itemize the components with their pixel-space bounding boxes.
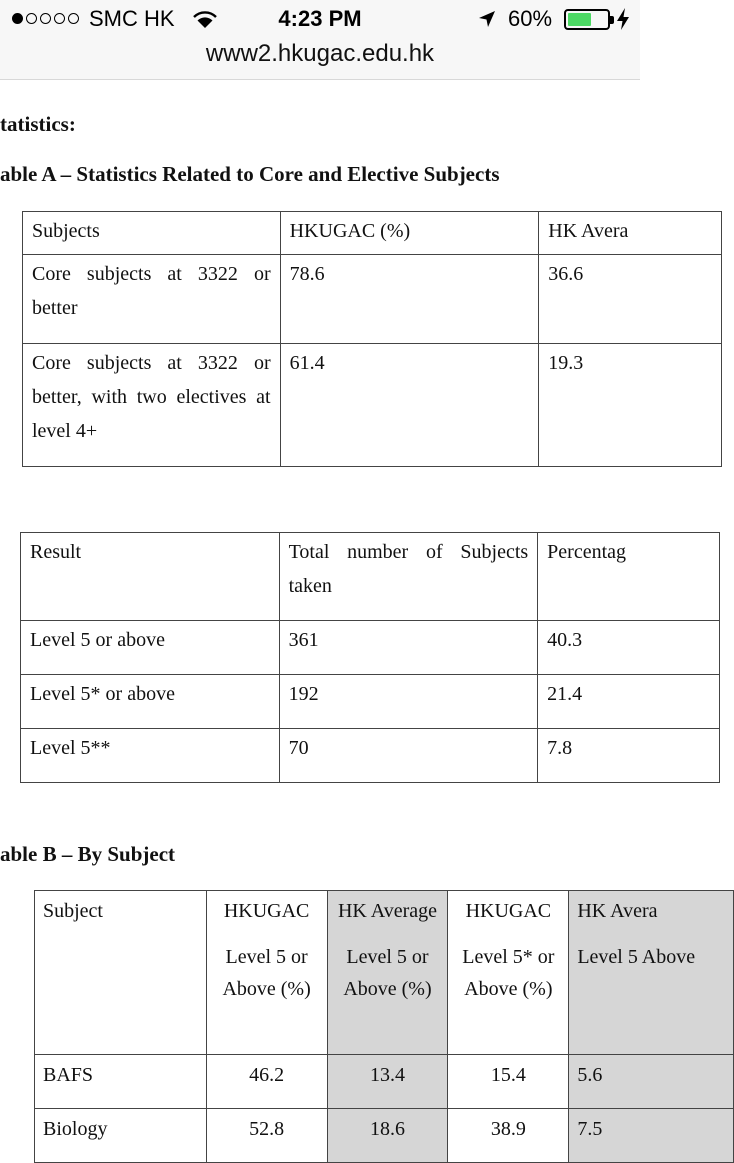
clock-time: 4:23 PM [278,6,362,31]
table-header-row [35,891,734,1055]
core-subjects-table [22,211,722,467]
table-row [21,621,720,675]
carrier-name: SMC HK [89,6,175,31]
table-cell: Level 5 or above [21,621,280,675]
table-cell: Core subjects at 3322 or better [23,255,281,344]
table-cell: 36.6 [539,255,722,344]
header-title: HKUGAC [223,900,310,922]
wifi-icon [193,8,217,30]
table-row [23,255,722,344]
table-cell: 21.4 [538,675,720,729]
header-cell: Result [21,533,280,621]
header-title: HKUGAC [465,900,552,922]
location-arrow-icon [478,10,496,28]
table-row [21,729,720,783]
header-cell: HKUGAC (%) [280,212,539,255]
header-cell-text: Total number of Subjects taken [288,541,529,597]
battery-icon [564,9,610,30]
table-cell: Level 5** [21,729,280,783]
table-row [35,1055,734,1109]
table-cell: 38.9 [448,1109,569,1163]
table-cell: 15.4 [448,1055,569,1109]
header-cell: HK Avera [539,212,722,255]
table-cell: 18.6 [327,1109,448,1163]
table-cell: 52.8 [206,1109,327,1163]
table-cell: 192 [279,675,538,729]
header-cell [279,533,538,621]
table-cell: Core subjects at 3322 or better, with two electives at level 4+ [23,344,281,467]
table-cell: 40.3 [538,621,720,675]
header-title: HK Average [337,900,437,922]
table-cell: 61.4 [280,344,539,467]
header-cell [206,891,327,1055]
table-a-heading: able A – Statistics Related to Core and Elective Subjects [0,162,500,186]
header-subtitle: Level 5* or Above (%) [462,946,555,1000]
table-cell: 5.6 [569,1055,734,1109]
address-bar-url[interactable]: www2.hkugac.edu.hk [205,40,435,67]
header-subtitle: Level 5 Above [577,946,696,968]
result-levels-table [20,532,720,783]
by-subject-table [34,890,734,1163]
table-row [21,675,720,729]
table-row [35,1109,734,1163]
browser-chrome [0,0,640,80]
status-bar [0,6,640,36]
battery-percent: 60% [508,6,553,31]
table-cell: Biology [35,1109,207,1163]
table-cell: BAFS [35,1055,207,1109]
signal-strength-icon [12,13,79,24]
header-subtitle: Level 5 or Above (%) [222,946,311,1000]
header-cell: Subjects [23,212,281,255]
table-header-row [23,212,722,255]
table-cell: Level 5* or above [21,675,280,729]
table-cell: 7.5 [569,1109,734,1163]
table-b-heading: able B – By Subject [0,842,176,866]
table-header-row [21,533,720,621]
table-cell: 7.8 [538,729,720,783]
header-cell [327,891,448,1055]
header-cell [35,891,207,1055]
table-cell: 13.4 [327,1055,448,1109]
table-cell: 361 [279,621,538,675]
header-title: HK Avera [577,900,658,922]
table-cell: 46.2 [206,1055,327,1109]
table-cell: 19.3 [539,344,722,467]
charging-bolt-icon [616,8,630,30]
table-cell: 78.6 [280,255,539,344]
header-cell [448,891,569,1055]
header-cell: Percentag [538,533,720,621]
header-title: Subject [43,900,103,922]
table-cell: 70 [279,729,538,783]
table-row [23,344,722,467]
battery-level-fill [568,13,591,26]
statistics-heading: tatistics: [0,112,76,136]
header-subtitle: Level 5 or Above (%) [343,946,432,1000]
header-cell [569,891,734,1055]
